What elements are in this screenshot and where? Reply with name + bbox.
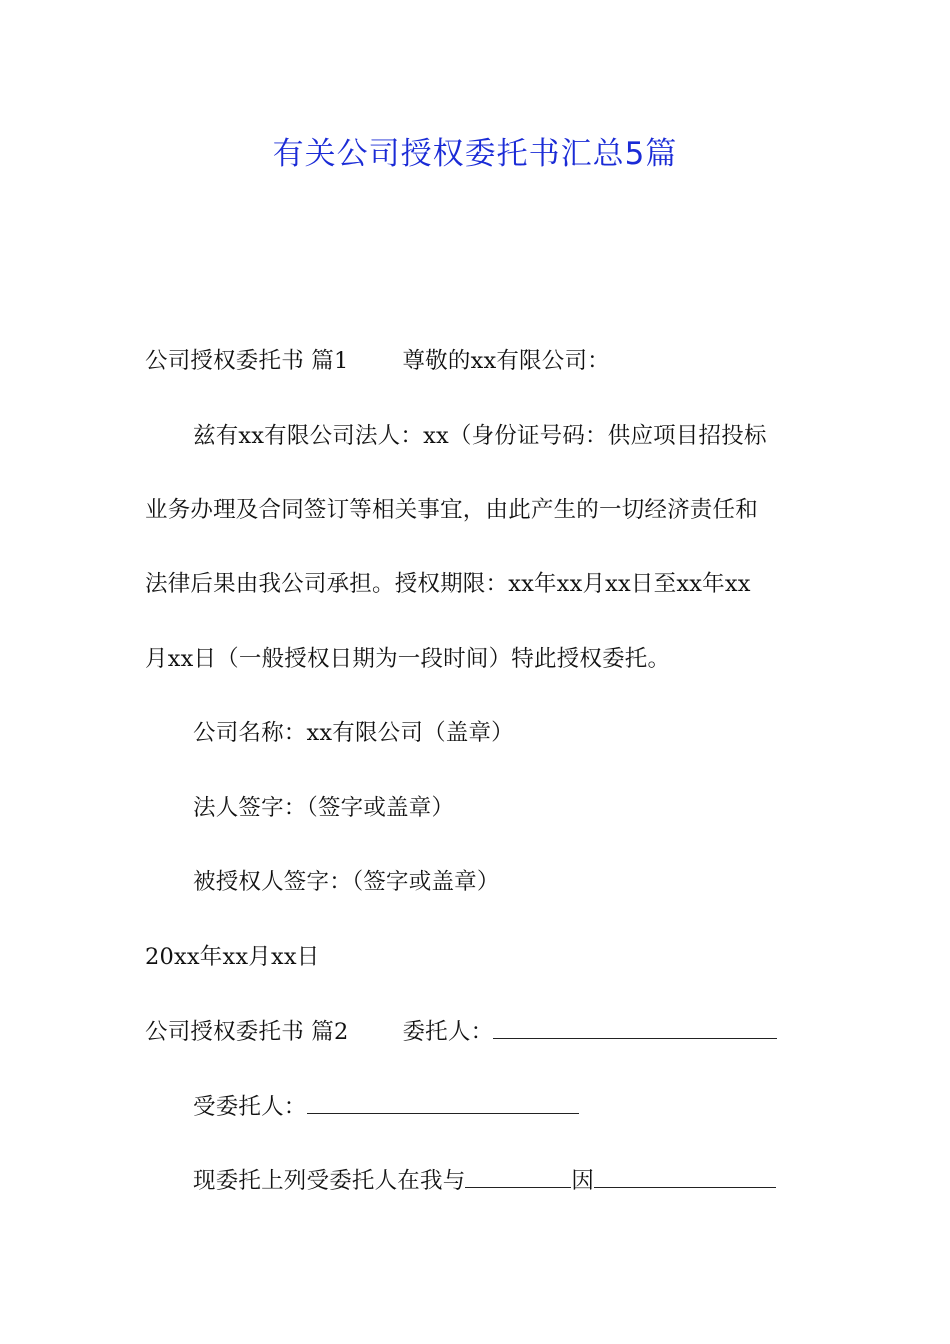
section2-heading: 公司授权委托书 篇2: [145, 1019, 349, 1045]
section1-heading: 公司授权委托书 篇1: [145, 348, 349, 374]
principal-label: 委托人：: [402, 1019, 494, 1045]
principal-blank[interactable]: [493, 1016, 777, 1039]
section1-salutation: 尊敬的xx有限公司：: [402, 348, 610, 374]
section1-date: 20xx年xx月xx日: [145, 944, 320, 970]
agent-label: 受委托人：: [193, 1094, 307, 1120]
party-blank[interactable]: [465, 1165, 571, 1188]
company-name-line: 公司名称：xx有限公司（盖章）: [193, 720, 514, 746]
agent-line: [193, 1091, 579, 1122]
reason-blank[interactable]: [594, 1165, 776, 1188]
section1-paragraph-line-4: 月xx日（一般授权日期为一段时间）特此授权委托。: [145, 646, 671, 672]
section2-heading-line: [145, 1016, 777, 1047]
document-title: 有关公司授权委托书汇总5篇: [272, 136, 678, 172]
section1-paragraph-line-1: 兹有xx有限公司法人：xx（身份证号码：供应项目招投标: [193, 423, 767, 449]
section1-heading-line: [145, 346, 610, 376]
entrust-text-a: 现委托上列受委托人在我与: [193, 1168, 466, 1194]
entrust-text-b: 因: [571, 1168, 595, 1194]
section1-paragraph-line-2: 业务办理及合同签订等相关事宜，由此产生的一切经济责任和: [145, 497, 758, 523]
agent-signature-line: 被授权人签字：（签字或盖章）: [193, 869, 500, 895]
agent-blank[interactable]: [307, 1091, 579, 1114]
section1-paragraph-line-3: 法律后果由我公司承担。授权期限：xx年xx月xx日至xx年xx: [145, 571, 751, 597]
entrust-line: [193, 1165, 776, 1196]
legal-signature-line: 法人签字：（签字或盖章）: [193, 795, 455, 821]
